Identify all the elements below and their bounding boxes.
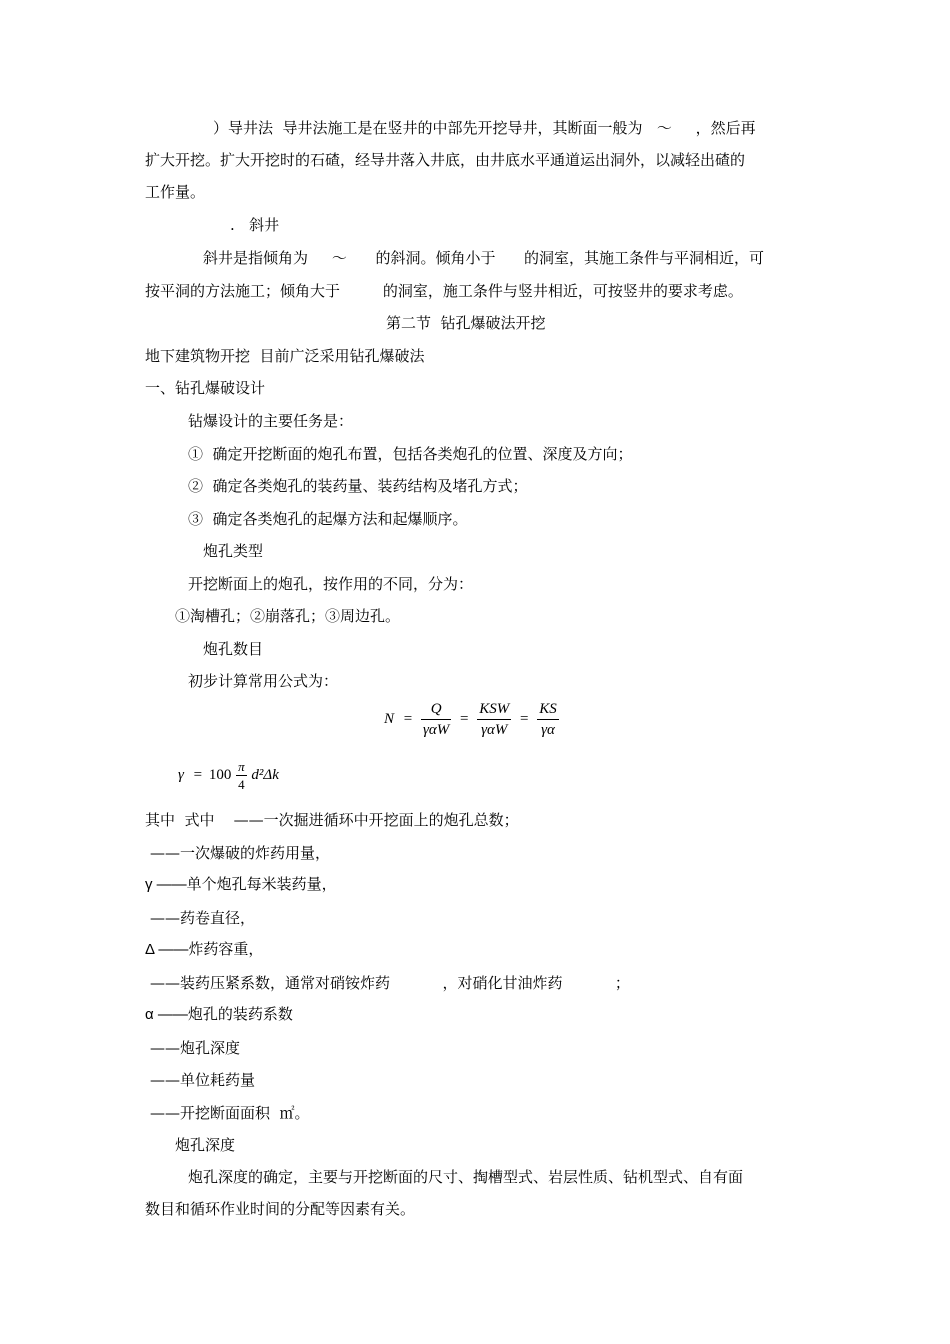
section-heading: 一、钻孔爆破设计 bbox=[145, 379, 266, 397]
definition-line: ——单位耗药量 bbox=[150, 1071, 256, 1089]
definition-line: γ ——单个炮孔每米装药量， bbox=[145, 876, 337, 893]
formula-hole-count bbox=[381, 700, 561, 739]
formula-coefficient: 100 bbox=[208, 767, 232, 783]
paragraph-line: 钻爆设计的主要任务是： bbox=[188, 412, 354, 430]
formula-fraction bbox=[477, 700, 511, 739]
paragraph-line: 数目和循环作业时间的分配等因素有关。 bbox=[145, 1200, 416, 1218]
fraction-denominator: γα bbox=[541, 722, 555, 738]
formula-equals: = bbox=[403, 711, 413, 727]
formula-fraction bbox=[537, 700, 559, 739]
formula-equals: = bbox=[193, 767, 203, 783]
fraction-denominator: γαW bbox=[422, 722, 450, 738]
definition-line: 其中 式中 ——一次掘进循环中开挖面上的炮孔总数； bbox=[145, 811, 519, 829]
paragraph-line: 斜井是指倾角为 ～ 的斜洞。倾角小于 的洞室，其施工条件与平洞相近，可 bbox=[203, 249, 765, 267]
paragraph-line: 初步计算常用公式为： bbox=[188, 672, 339, 690]
list-item: ③ 确定各类炮孔的起爆方法和起爆顺序。 bbox=[188, 510, 468, 528]
fraction-denominator: 4 bbox=[238, 777, 245, 792]
paragraph-line: 开挖断面上的炮孔，按作用的不同，分为： bbox=[188, 575, 474, 593]
section-heading: . 斜井 bbox=[230, 216, 280, 234]
paragraph-line: 地下建筑物开挖 目前广泛采用钻孔爆破法 bbox=[145, 347, 425, 365]
subheading: 炮孔深度 bbox=[175, 1136, 236, 1154]
paragraph-line: ）导井法 导井法施工是在竖井的中部先开挖导井，其断面一般为 ～ ，然后再 bbox=[213, 119, 756, 137]
definition-line: α ——炮孔的装药系数 bbox=[145, 1006, 293, 1023]
fraction-numerator: KS bbox=[537, 700, 559, 720]
subheading: 炮孔类型 bbox=[203, 542, 264, 560]
fraction-denominator: γαW bbox=[481, 722, 508, 738]
paragraph-line: 炮孔深度的确定，主要与开挖断面的尺寸、掏槽型式、岩层性质、钻机型式、自有面 bbox=[188, 1168, 744, 1186]
definition-line: ——开挖断面面积 ㎡。 bbox=[150, 1104, 310, 1122]
list-item: ② 确定各类炮孔的装药量、装药结构及堵孔方式； bbox=[188, 477, 528, 495]
formula-equals: = bbox=[519, 711, 529, 727]
paragraph-line: 工作量。 bbox=[145, 183, 206, 201]
formula-fraction bbox=[421, 700, 451, 739]
definition-line: ——药卷直径， bbox=[150, 909, 256, 927]
list-item: ① 确定开挖断面的炮孔布置，包括各类炮孔的位置、深度及方向； bbox=[188, 445, 633, 463]
formula-fraction bbox=[236, 759, 247, 792]
formula-charge-per-meter bbox=[175, 759, 279, 792]
paragraph-line: 按平洞的方法施工；倾角大于 的洞室，施工条件与竖井相近，可按竖井的要求考虑。 bbox=[145, 282, 743, 300]
fraction-numerator: π bbox=[238, 759, 245, 774]
paragraph-line: 扩大开挖。扩大开挖时的石碴，经导井落入井底，由井底水平通道运出洞外，以减轻出碴的 bbox=[145, 151, 746, 169]
formula-lhs: N bbox=[384, 711, 395, 727]
definition-line: ——炮孔深度 bbox=[150, 1039, 241, 1057]
formula-lhs: γ bbox=[178, 767, 184, 783]
subheading: 炮孔数目 bbox=[203, 640, 264, 658]
definition-line: Δ ——炸药容重， bbox=[145, 941, 264, 958]
chapter-title: 第二节 钻孔爆破法开挖 bbox=[386, 314, 546, 332]
definition-line: ——一次爆破的炸药用量， bbox=[150, 844, 331, 862]
fraction-numerator: Q bbox=[421, 700, 451, 720]
definition-line: ——装药压紧系数，通常对硝铵炸药 ，对硝化甘油炸药 ； bbox=[150, 974, 630, 992]
formula-tail: d²Δk bbox=[251, 767, 279, 783]
fraction-numerator: KSW bbox=[477, 700, 511, 720]
paragraph-line: ①淘槽孔；②崩落孔；③周边孔。 bbox=[175, 607, 401, 625]
formula-equals: = bbox=[460, 711, 469, 727]
